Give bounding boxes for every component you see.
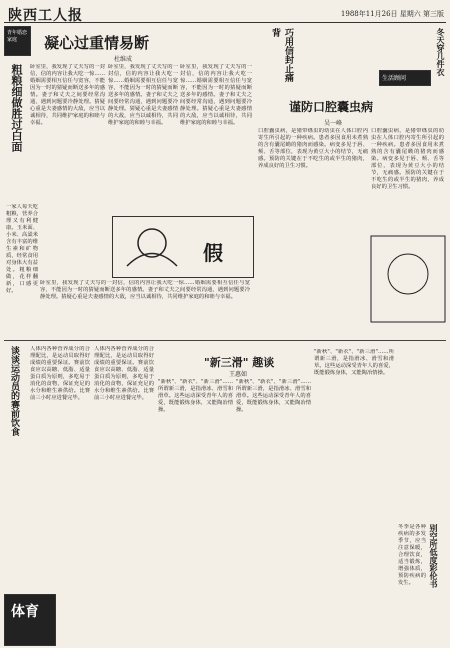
right-byline: 吴一峰 (324, 120, 343, 127)
bottom-center-headline: "新三滑" 趣谈 (204, 356, 275, 369)
headline-top: 凝心过重情易断 (44, 34, 150, 52)
section-badge (4, 26, 31, 56)
bottom-right-vertical-title: 别空所低度彩伦书 (429, 524, 439, 588)
masthead (4, 4, 446, 23)
illustration (117, 221, 187, 271)
section-tag: 青年婚恋家庭 (7, 30, 28, 43)
ornament-figure (369, 234, 447, 324)
vertical-title-right: 巧用信封止痛背 (270, 28, 293, 82)
insert-box (112, 216, 254, 278)
bottom-center-col2: "新秋"、"新衣"、"新三滑"……所谓新三滑，是指滑冰、滑雪和滑草。这些运动深受青年人的喜爱，既能锻炼身体，又能陶冶情操。 (236, 379, 311, 413)
right-body-col1: 口腔囊虫病，是猪带绦虫的幼虫在人体口腔内寄生所引起的一种疾病。患者多因食用未煮熟的含有囊尾蚴的猪肉而感染。病变多见于唇、颊、舌等部位，表现为黄豆大小的结节，无痛感。预防的关键在于不吃生的或半生的猪肉，养成良好的卫生习惯。 (258, 128, 368, 169)
bottom-left-col1: 人体内各种营养成分的合理配比，是运动员取得好成绩的重要保证。赛前饮食应以高糖、低脂、适量蛋白质为原则，多吃易于消化的食物，保证充足的水分和维生素供给。比赛前三小时应进餐完毕。 (30, 346, 90, 401)
right-headline: 谨防口腔囊虫病 (289, 100, 374, 114)
byline-top: 杜维成 (114, 56, 133, 63)
vertical-title-right2: 冬天穿几件衣 (436, 28, 446, 76)
newspaper-page (4, 4, 446, 644)
insert-title: 假 (203, 241, 223, 265)
mid-col: 卧室里，我发现了丈夫写的一封信，信的内容让我大吃一惊……婚姻需要相互信任与宽容，不能因为一时的猜疑而断送多年的感情。妻子和丈夫之间要经常沟通，遇到问题要冷静处理。猜疑心重是夫妻感情的大敌，应当以诚相待，共同维护家庭的和睦与幸福。 (40, 280, 250, 300)
bottom-right-body: 冬季是各种疾病的多发季节，应当注意保暖，合理饮食，适当锻炼，增强体质，预防疾病的发生。 (398, 524, 426, 586)
top-story-col3: 卧室里，我发现了丈夫写的一封信，信的内容让我大吃一惊……婚姻需要相互信任与宽容，不能因为一时的猜疑而断送多年的感情。妻子和丈夫之间要经常沟通，遇到问题要冷静处理。猜疑心重是夫妻感情的大敌，应当以诚相待，共同维护家庭的和睦与幸福。 (180, 64, 252, 126)
life-tag-label: 生活顾问 (382, 75, 407, 82)
life-tag (379, 70, 431, 86)
top-story-col2: 卧室里，我发现了丈夫写的一封信，信的内容让我大吃一惊……婚姻需要相互信任与宽容，不能因为一时的猜疑而断送多年的感情。妻子和丈夫之间要经常沟通，遇到问题要冷静处理。猜疑心重是夫妻感情的大敌，应当以诚相待，共同维护家庭的和睦与幸福。 (108, 64, 178, 126)
dateline: 1988年11月26日 星期六 第三版 (340, 10, 444, 18)
bottom-center-col1: "新秋"、"新衣"、"新三滑"……所谓新三滑，是指滑冰、滑雪和滑草。这些运动深受青年人的喜爱，既能锻炼身体，又能陶冶情操。 (158, 379, 233, 413)
top-story-col1: 卧室里，我发现了丈夫写的一封信，信的内容让我大吃一惊……婚姻需要相互信任与宽容，不能因为一时的猜疑而断送多年的感情。妻子和丈夫之间要经常沟通，遇到问题要冷静处理。猜疑心重是夫妻感情的大敌，应当以诚相待，共同维护家庭的和睦与幸福。 (30, 64, 105, 126)
newspaper-brand: 陕西工人报 (8, 8, 83, 24)
side-vertical-title: 粗粮细做胜过白面 (10, 64, 23, 152)
bottom-center-col3: "新秋"、"新衣"、"新三滑"……所谓新三滑，是指滑冰、滑雪和滑草。这些运动深受青年人的喜爱，既能锻炼身体，又能陶冶情操。 (314, 349, 394, 376)
sport-label: 体育 (11, 604, 39, 620)
side-body: 一家人每天吃粗粮，营养合理又有利健康。玉米面、小米、高粱米含有丰富的维生素和矿物质，经常食用对身体大有益处。粗粮细做，花样翻新，口感更好。 (6, 204, 38, 294)
right-body-col2: 口腔囊虫病，是猪带绦虫的幼虫在人体口腔内寄生所引起的一种疾病。患者多因食用未煮熟的含有囊尾蚴的猪肉而感染。病变多见于唇、颊、舌等部位，表现为黄豆大小的结节，无痛感。预防的关键在于不吃生的或半生的猪肉，养成良好的卫生习惯。 (371, 128, 444, 190)
bottom-left-vertical-title: 谈谈运动员的赛前饮食 (9, 346, 19, 436)
bottom-left-col2: 人体内各种营养成分的合理配比，是运动员取得好成绩的重要保证。赛前饮食应以高糖、低脂、适量蛋白质为原则，多吃易于消化的食物，保证充足的水分和维生素供给。比赛前三小时应进餐完毕。 (94, 346, 154, 401)
bottom-center-byline: 王惠如 (229, 371, 248, 378)
divider (4, 340, 446, 341)
sport-badge (4, 594, 56, 646)
